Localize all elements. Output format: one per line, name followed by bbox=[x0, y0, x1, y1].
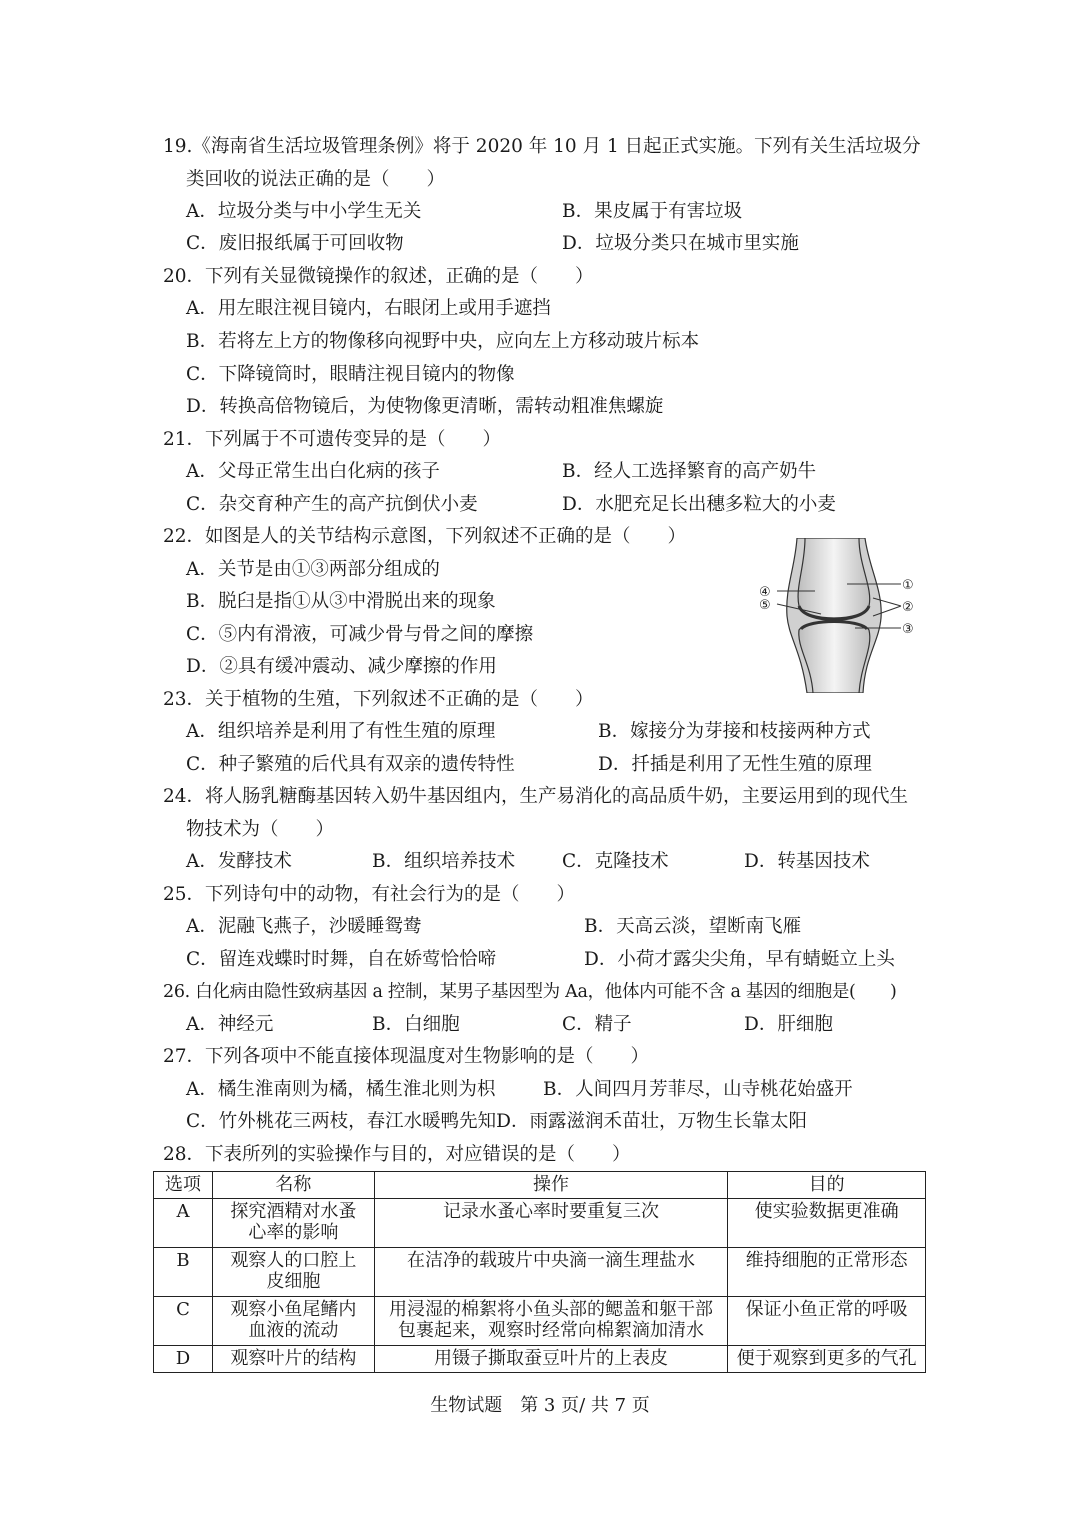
row-name bbox=[212, 1199, 374, 1248]
q26-option-a: A．神经元 bbox=[186, 1014, 274, 1035]
q25-option-c: C．留连戏蝶时时舞，自在娇莺恰恰啼 bbox=[186, 949, 497, 970]
q24-option-d: D．转基因技术 bbox=[744, 851, 870, 872]
q26-stem: 26. 白化病由隐性致病基因 a 控制，某男子基因型为 Aa，他体内可能不含 a 基因的细胞是( ) bbox=[163, 982, 897, 1002]
q21-option-b: B．经人工选择繁育的高产奶牛 bbox=[562, 461, 817, 482]
q23-option-d: D．扦插是利用了无性生殖的原理 bbox=[598, 754, 872, 775]
q26-option-c: C．精子 bbox=[562, 1014, 632, 1035]
q20-option-b: B．若将左上方的物像移向视野中央，应向左上方移动玻片标本 bbox=[186, 331, 700, 352]
row-name: 观察叶片的结构 bbox=[212, 1346, 374, 1373]
upper-bone bbox=[798, 538, 870, 618]
row-name bbox=[212, 1297, 374, 1346]
row-name-line2: 血液的流动 bbox=[248, 1320, 339, 1341]
q25-option-b: B．天高云淡，望断南飞雁 bbox=[584, 916, 802, 937]
q25-option-a: A．泥融飞燕子，沙暖睡鸳鸯 bbox=[186, 916, 422, 937]
q26-option-b: B．白细胞 bbox=[372, 1014, 460, 1035]
q20-option-d: D．转换高倍物镜后，为使物像更清晰，需转动粗准焦螺旋 bbox=[186, 396, 664, 417]
row-purpose: 便于观察到更多的气孔 bbox=[728, 1346, 926, 1373]
q24-option-c: C．克隆技术 bbox=[562, 851, 669, 872]
q23-option-c: C．种子繁殖的后代具有双亲的遗传特性 bbox=[186, 754, 515, 775]
q21-stem: 21．下列属于不可遗传变异的是（ ） bbox=[163, 429, 502, 450]
q20-option-c: C．下降镜筒时，眼睛注视目镜内的物像 bbox=[186, 364, 515, 385]
row-name-line2: 皮细胞 bbox=[266, 1271, 321, 1292]
row-purpose: 维持细胞的正常形态 bbox=[728, 1248, 926, 1297]
row-operation bbox=[374, 1199, 728, 1248]
header-name: 名称 bbox=[212, 1172, 374, 1199]
q20-stem: 20．下列有关显微镜操作的叙述，正确的是（ ） bbox=[163, 266, 594, 287]
header-operation: 操作 bbox=[374, 1172, 728, 1199]
q19-option-a: A．垃圾分类与中小学生无关 bbox=[186, 201, 422, 222]
q22-option-b: B．脱臼是指①从③中滑脱出来的现象 bbox=[186, 591, 496, 612]
q20-option-a: A．用左眼注视目镜内，右眼闭上或用手遮挡 bbox=[186, 298, 551, 319]
q22-option-c: C．⑤内有滑液，可减少骨与骨之间的摩擦 bbox=[186, 624, 534, 645]
header-purpose: 目的 bbox=[728, 1172, 926, 1199]
q19-option-b: B．果皮属于有害垃圾 bbox=[562, 201, 743, 222]
row-operation: 用镊子撕取蚕豆叶片的上表皮 bbox=[374, 1346, 728, 1373]
row-name-line2: 心率的影响 bbox=[248, 1222, 339, 1243]
q24-stem-line2: 物技术为（ ） bbox=[186, 819, 335, 840]
q19-option-c: C．废旧报纸属于可回收物 bbox=[186, 233, 404, 254]
row-purpose: 保证小鱼正常的呼吸 bbox=[728, 1297, 926, 1346]
row-option: D bbox=[154, 1346, 213, 1373]
q21-option-d: D．水肥充足长出穗多粒大的小麦 bbox=[562, 494, 836, 515]
row-name-line1: 观察小鱼尾鳍内 bbox=[230, 1299, 357, 1320]
q28-stem: 28．下表所列的实验操作与目的，对应错误的是（ ） bbox=[163, 1144, 631, 1165]
q27-stem: 27．下列各项中不能直接体现温度对生物影响的是（ ） bbox=[163, 1046, 650, 1067]
q22-option-d: D．②具有缓冲震动、减少摩擦的作用 bbox=[186, 656, 497, 677]
q24-option-b: B．组织培养技术 bbox=[372, 851, 516, 872]
experiment-table bbox=[153, 1171, 926, 1373]
table-header-row bbox=[154, 1172, 926, 1199]
row-operation-line1: 在洁净的载玻片中央滴一滴生理盐水 bbox=[406, 1250, 695, 1271]
table-row bbox=[154, 1346, 926, 1373]
row-name-line1: 探究酒精对水蚤 bbox=[230, 1201, 357, 1222]
row-operation-line1: 记录水蚤心率时要重复三次 bbox=[442, 1201, 659, 1222]
figure-label-4: ④ bbox=[759, 585, 771, 600]
figure-label-3: ③ bbox=[902, 622, 914, 637]
figure-label-5: ⑤ bbox=[759, 598, 771, 613]
q27-option-b: B．人间四月芳菲尽，山寺桃花始盛开 bbox=[543, 1079, 853, 1100]
row-operation bbox=[374, 1248, 728, 1297]
q19-option-d: D．垃圾分类只在城市里实施 bbox=[562, 233, 799, 254]
table-row bbox=[154, 1297, 926, 1346]
row-option: B bbox=[154, 1248, 213, 1297]
q26-option-d: D．肝细胞 bbox=[744, 1014, 833, 1035]
q27-option-c-d: C．竹外桃花三两枝，春江水暖鸭先知D．雨露滋润禾苗壮，万物生长靠太阳 bbox=[186, 1111, 807, 1132]
row-purpose: 使实验数据更准确 bbox=[728, 1199, 926, 1248]
table-row bbox=[154, 1248, 926, 1297]
q19-stem-line1: 19.《海南省生活垃圾管理条例》将于 2020 年 10 月 1 日起正式实施。下列有关生活垃圾分 bbox=[163, 136, 921, 157]
row-option: C bbox=[154, 1297, 213, 1346]
q22-option-a: A．关节是由①③两部分组成的 bbox=[186, 559, 440, 580]
q23-option-b: B．嫁接分为芽接和枝接两种方式 bbox=[598, 721, 871, 742]
header-option: 选项 bbox=[154, 1172, 213, 1199]
row-operation-line2: 包裹起来，观察时经常向棉絮滴加清水 bbox=[397, 1320, 704, 1341]
page-footer: 生物试题 第 3 页/ 共 7 页 bbox=[430, 1395, 650, 1416]
q19-stem-line2: 类回收的说法正确的是（ ） bbox=[186, 169, 446, 190]
q22-stem: 22．如图是人的关节结构示意图，下列叙述不正确的是（ ） bbox=[163, 526, 687, 547]
table-row bbox=[154, 1199, 926, 1248]
row-name bbox=[212, 1248, 374, 1297]
q25-option-d: D．小荷才露尖尖角，早有蜻蜓立上头 bbox=[584, 949, 895, 970]
row-operation-line1: 用浸湿的棉絮将小鱼头部的鳃盖和躯干部 bbox=[388, 1299, 713, 1320]
row-operation bbox=[374, 1297, 728, 1346]
q23-stem: 23．关于植物的生殖，下列叙述不正确的是（ ） bbox=[163, 689, 594, 710]
q21-option-c: C．杂交育种产生的高产抗倒伏小麦 bbox=[186, 494, 478, 515]
q24-stem-line1: 24．将人肠乳糖酶基因转入奶牛基因组内，生产易消化的高品质牛奶，主要运用到的现代生 bbox=[163, 786, 909, 807]
q25-stem: 25．下列诗句中的动物，有社会行为的是（ ） bbox=[163, 884, 576, 905]
row-option: A bbox=[154, 1199, 213, 1248]
row-name-line1: 观察人的口腔上 bbox=[230, 1250, 357, 1271]
q27-option-a: A．橘生淮南则为橘，橘生淮北则为枳 bbox=[186, 1079, 496, 1100]
q24-option-a: A．发酵技术 bbox=[186, 851, 292, 872]
figure-label-1: ① bbox=[902, 578, 914, 593]
joint-structure-figure bbox=[755, 538, 925, 693]
q23-option-a: A．组织培养是利用了有性生殖的原理 bbox=[186, 721, 496, 742]
figure-label-2: ② bbox=[902, 600, 914, 615]
q21-option-a: A．父母正常生出白化病的孩子 bbox=[186, 461, 440, 482]
